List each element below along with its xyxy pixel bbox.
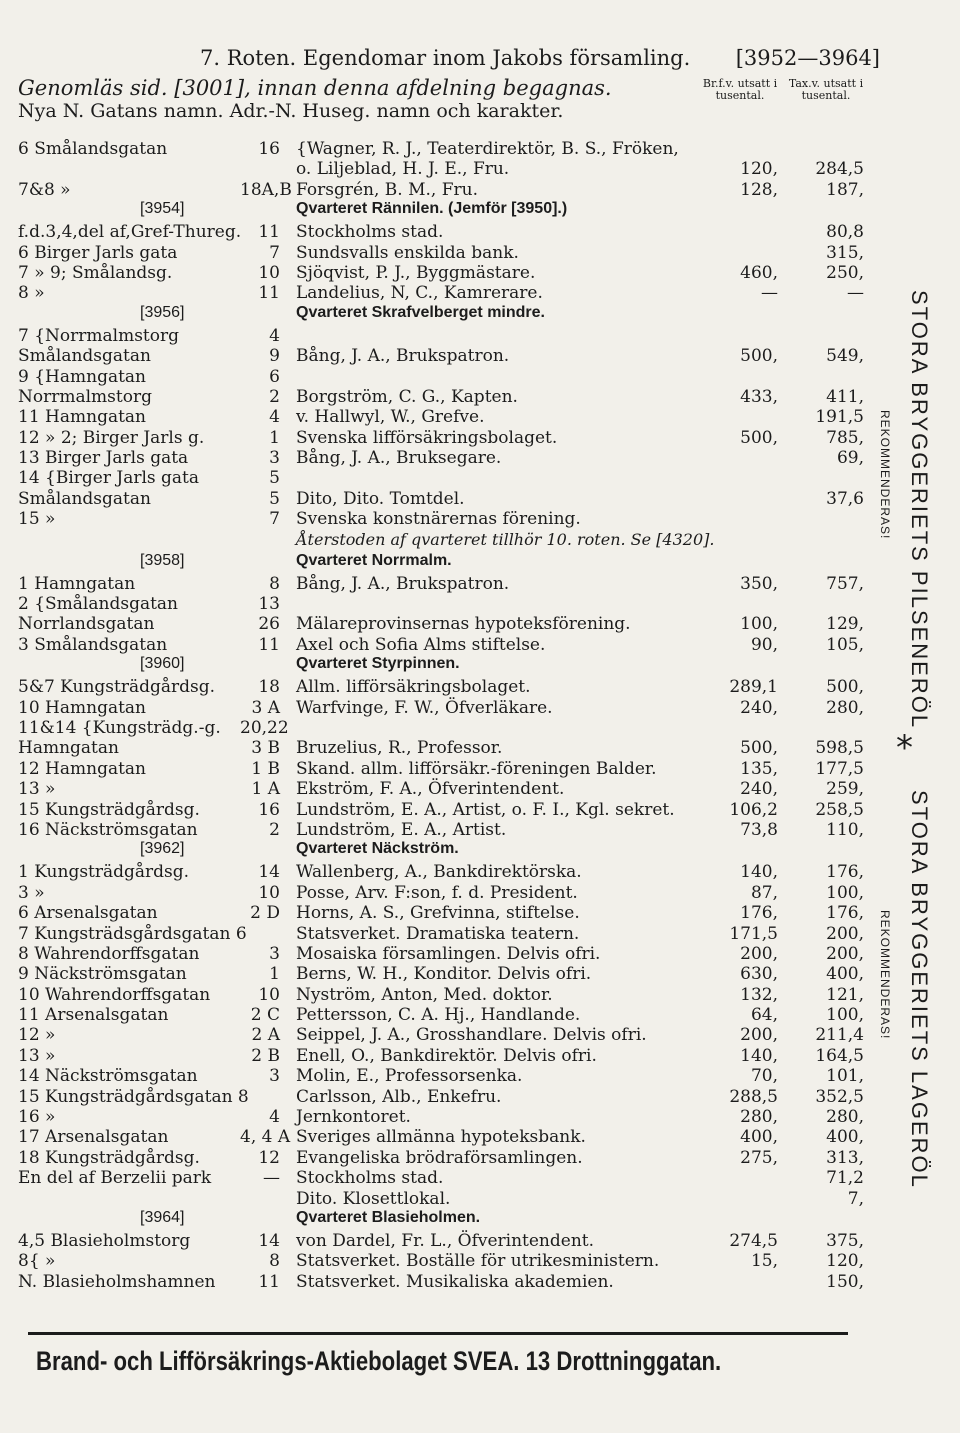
- table-row: [0, 759, 880, 779]
- house-number-cell: 2 C: [250, 1005, 280, 1026]
- taxv-value-cell: 69,: [836, 448, 864, 469]
- address-cell: 1 Kungsträdgårdsg.: [18, 862, 190, 883]
- taxv-value-cell: 176,: [826, 903, 864, 924]
- house-number-cell: 10: [258, 882, 280, 903]
- block-name: Qvarteret Styrpinnen.: [296, 655, 460, 673]
- house-number-cell: 11: [258, 634, 280, 655]
- taxv-value-cell: 315,: [826, 242, 864, 263]
- brfv-value-cell: 140,: [740, 862, 778, 883]
- brfv-value-cell: 171,5: [729, 923, 778, 944]
- taxv-value-cell: 785,: [826, 427, 864, 448]
- house-number-cell: 16: [258, 139, 280, 159]
- address-cell: f.d.3,4,del af,Gref-Thureg.: [18, 222, 242, 243]
- brfv-value-cell: 500,: [740, 427, 778, 448]
- table-row: [0, 243, 880, 263]
- brfv-value-cell: 200,: [740, 943, 778, 964]
- brfv-value-cell: 350,: [740, 573, 778, 594]
- owner-cell: Berns, W. H., Konditor. Delvis ofri.: [296, 964, 592, 985]
- brfv-value-cell: 128,: [740, 179, 778, 200]
- taxv-value-cell: 400,: [826, 1127, 864, 1148]
- table-row: [0, 1189, 880, 1209]
- ad-text-pilsener: STORA BRYGGERIETS PILSENERÖL: [907, 290, 932, 730]
- taxv-value-cell: 757,: [826, 573, 864, 594]
- house-number-cell: —: [263, 1168, 280, 1189]
- house-number-cell: 1 B: [251, 758, 280, 779]
- brfv-value-cell: 87,: [750, 882, 778, 903]
- table-row: [0, 635, 880, 655]
- address-cell: 16 Näckströmsgatan: [18, 819, 198, 840]
- address-cell: N. Blasieholmshamnen: [18, 1271, 216, 1292]
- brfv-value-cell: 100,: [740, 614, 778, 635]
- taxv-value-cell: 177,5: [815, 758, 864, 779]
- table-row: [0, 283, 880, 303]
- table-row: [0, 1107, 880, 1127]
- taxv-value-cell: 191,5: [815, 407, 864, 428]
- owner-cell: Seippel, J. A., Grosshandlare. Delvis ofri.: [296, 1025, 647, 1046]
- house-number-cell: 18: [258, 677, 280, 698]
- owner-cell: Bång, J. A., Brukspatron.: [296, 346, 510, 367]
- brfv-value-cell: 500,: [740, 738, 778, 759]
- table-row: [0, 985, 880, 1005]
- owner-cell: Dito. Klosettlokal.: [296, 1188, 451, 1209]
- owner-cell: Stockholms stad.: [296, 1168, 444, 1189]
- block-heading: [0, 200, 880, 222]
- page-range: [3952—3964]: [735, 46, 880, 70]
- house-number-cell: 10: [258, 262, 280, 283]
- column-description: Nya N. Gatans namn. Adr.-N. Huseg. namn och karakter.: [18, 100, 564, 122]
- taxv-value-cell: 80,8: [826, 222, 864, 243]
- owner-cell: Bång, J. A., Brukspatron.: [296, 573, 510, 594]
- table-row: [0, 222, 880, 242]
- address-cell: 5&7 Kungsträdgårdsg.: [18, 677, 216, 698]
- page-title: 7. Roten. Egendomar inom Jakobs församling.: [200, 46, 691, 70]
- taxv-value-cell: 120,: [826, 1251, 864, 1272]
- address-cell: 6 Birger Jarls gata: [18, 242, 178, 263]
- house-number-cell: 26: [258, 614, 280, 635]
- table-row: [0, 1005, 880, 1025]
- block-heading: [0, 552, 880, 574]
- table-row: [0, 139, 880, 159]
- address-cell: 9 Näckströmsgatan: [18, 964, 187, 985]
- table-row: [0, 1148, 880, 1168]
- block-code: [3962]: [140, 840, 185, 858]
- table-row: [0, 1066, 880, 1086]
- owner-cell: von Dardel, Fr. L., Öfverintendent.: [296, 1230, 595, 1251]
- table-row: [0, 1127, 880, 1147]
- block-name: Qvarteret Blasieholmen.: [296, 1208, 481, 1226]
- table-row: [0, 180, 880, 200]
- owner-cell: Forsgrén, B. M., Fru.: [296, 179, 478, 200]
- taxv-value-cell: 150,: [826, 1271, 864, 1292]
- block-heading: [0, 840, 880, 862]
- table-row: [0, 1251, 880, 1271]
- address-cell: 3 Smålandsgatan: [18, 634, 168, 655]
- brfv-value-cell: 289,1: [729, 677, 778, 698]
- address-cell: 11&14 {Kungsträdg.-g.: [18, 717, 221, 738]
- address-cell: 3 »: [18, 882, 45, 903]
- table-row: [0, 964, 880, 984]
- owner-cell: Stockholms stad.: [296, 222, 444, 243]
- brfv-value-cell: 275,: [740, 1147, 778, 1168]
- taxv-value-cell: 100,: [826, 882, 864, 903]
- owner-cell: Mälareprovinsernas hypoteksförening.: [296, 614, 631, 635]
- table-row: [0, 263, 880, 283]
- table-row: [0, 820, 880, 840]
- house-number-cell: 2: [269, 819, 280, 840]
- table-row: [0, 883, 880, 903]
- house-number-cell: 13: [258, 594, 280, 615]
- taxv-value-cell: 105,: [826, 634, 864, 655]
- owner-cell: Axel och Sofia Alms stiftelse.: [296, 634, 546, 655]
- table-row: [0, 698, 880, 718]
- taxv-value-cell: 280,: [826, 1107, 864, 1128]
- taxv-value-cell: 164,5: [815, 1045, 864, 1066]
- address-cell: 2 {Smålandsgatan: [18, 594, 178, 615]
- taxv-value-cell: 259,: [826, 779, 864, 800]
- address-cell: 7 Kungsträdsgårdsgatan 6: [18, 923, 247, 944]
- footer-rule: [28, 1332, 848, 1335]
- house-number-cell: 5: [269, 468, 280, 489]
- address-cell: Smålandsgatan: [18, 488, 151, 509]
- address-cell: 11 Arsenalsgatan: [18, 1005, 169, 1026]
- taxv-value-cell: 100,: [826, 1005, 864, 1026]
- address-cell: 7 » 9; Smålandsg.: [18, 262, 173, 283]
- house-number-cell: 18A,B: [240, 179, 292, 200]
- table-row: [0, 738, 880, 758]
- table-row: [0, 779, 880, 799]
- asterisk-icon: *: [896, 728, 913, 768]
- house-number-cell: 3 B: [251, 738, 280, 759]
- address-cell: 15 Kungsträdgårdsgatan 8: [18, 1086, 249, 1107]
- table-row: [0, 1231, 880, 1251]
- house-number-cell: 6: [269, 366, 280, 387]
- house-number-cell: 9: [269, 346, 280, 367]
- address-cell: 8 Wahrendorffsgatan: [18, 943, 200, 964]
- taxv-value-cell: 411,: [826, 386, 864, 407]
- table-row: [0, 326, 880, 346]
- house-number-cell: 14: [258, 862, 280, 883]
- house-number-cell: 12: [258, 1147, 280, 1168]
- address-cell: 10 Hamngatan: [18, 697, 146, 718]
- owner-cell: Lundström, E. A., Artist.: [296, 819, 507, 840]
- brfv-value-cell: 135,: [740, 758, 778, 779]
- brfv-value-cell: 64,: [750, 1005, 778, 1026]
- taxv-value-cell: 101,: [826, 1066, 864, 1087]
- house-number-cell: 3 A: [251, 697, 280, 718]
- owner-cell: Lundström, E. A., Artist, o. F. I., Kgl. sekret.: [296, 799, 675, 820]
- owner-cell: Skand. allm. lifförsäkr.-föreningen Balder.: [296, 758, 657, 779]
- block-name: Qvarteret Skrafvelberget mindre.: [296, 303, 545, 321]
- block-code: [3956]: [140, 303, 185, 321]
- taxv-value-cell: 200,: [826, 943, 864, 964]
- block-name: Qvarteret Norrmalm.: [296, 551, 452, 569]
- block-code: [3964]: [140, 1208, 185, 1226]
- taxv-value-cell: —: [847, 283, 864, 304]
- address-cell: 17 Arsenalsgatan: [18, 1127, 169, 1148]
- brfv-value-cell: 500,: [740, 346, 778, 367]
- address-cell: 18 Kungsträdgårdsg.: [18, 1147, 200, 1168]
- address-cell: En del af Berzelii park: [18, 1168, 212, 1189]
- block-code: [3954]: [140, 200, 185, 218]
- brfv-value-cell: 132,: [740, 984, 778, 1005]
- owner-cell: Bång, J. A., Bruksegare.: [296, 448, 502, 469]
- block-name: Qvarteret Näckström.: [296, 840, 459, 858]
- footer-advertisement: Brand- och Lifförsäkrings-Aktiebolaget SVEA. 13 Drottninggatan.: [36, 1346, 722, 1376]
- owner-cell: Svenska konstnärernas förening.: [296, 509, 581, 530]
- house-number-cell: 4: [269, 325, 280, 346]
- address-cell: 14 {Birger Jarls gata: [18, 468, 200, 489]
- brfv-value-cell: 90,: [750, 634, 778, 655]
- table-row: [0, 903, 880, 923]
- brfv-value-cell: 274,5: [729, 1230, 778, 1251]
- address-cell: 12 Hamngatan: [18, 758, 146, 779]
- owner-cell: Nyström, Anton, Med. doktor.: [296, 984, 553, 1005]
- column-header-taxv: Tax.v. utsatt i tusental.: [788, 77, 864, 102]
- address-cell: 13 »: [18, 1045, 56, 1066]
- house-number-cell: 11: [258, 283, 280, 304]
- table-row: [0, 718, 880, 738]
- side-advertisement-2: [872, 790, 952, 1189]
- block-heading: [0, 655, 880, 677]
- owner-cell: {Wagner, R. J., Teaterdirektör, B. S., Fröken,: [296, 139, 679, 159]
- house-number-cell: 4: [269, 407, 280, 428]
- table-row: [0, 1168, 880, 1188]
- house-number-cell: 3: [269, 943, 280, 964]
- ad-text-lager: STORA BRYGGERIETS LAGERÖL: [907, 790, 932, 1189]
- house-number-cell: 3: [269, 1066, 280, 1087]
- address-cell: 7 {Norrmalmstorg: [18, 325, 180, 346]
- column-header-brfv: Br.f.v. utsatt i tusental.: [702, 77, 778, 102]
- owner-cell: Wallenberg, A., Bankdirektörska.: [296, 862, 582, 883]
- owner-cell: Mosaiska församlingen. Delvis ofri.: [296, 943, 601, 964]
- address-cell: 7&8 »: [18, 179, 71, 200]
- table-row: [0, 407, 880, 427]
- owner-cell: Carlsson, Alb., Enkefru.: [296, 1086, 502, 1107]
- table-row: [0, 594, 880, 614]
- house-number-cell: 7: [269, 242, 280, 263]
- table-row: [0, 862, 880, 882]
- address-cell: 12 » 2; Birger Jarls g.: [18, 427, 205, 448]
- taxv-value-cell: 598,5: [815, 738, 864, 759]
- house-number-cell: 2: [269, 386, 280, 407]
- table-row: [0, 489, 880, 509]
- brfv-value-cell: 240,: [740, 697, 778, 718]
- address-cell: 9 {Hamngatan: [18, 366, 146, 387]
- brfv-value-cell: 288,5: [729, 1086, 778, 1107]
- brfv-value-cell: 70,: [750, 1066, 778, 1087]
- table-row: [0, 574, 880, 594]
- house-number-cell: 2 B: [251, 1045, 280, 1066]
- taxv-value-cell: 187,: [826, 179, 864, 200]
- taxv-value-cell: 313,: [826, 1147, 864, 1168]
- owner-cell: Pettersson, C. A. Hj., Handlande.: [296, 1005, 581, 1026]
- note-row: [0, 530, 880, 552]
- owner-cell: Horns, A. S., Grefvinna, stiftelse.: [296, 903, 580, 924]
- address-cell: 10 Wahrendorffsgatan: [18, 984, 211, 1005]
- address-cell: 6 Smålandsgatan: [18, 139, 168, 159]
- address-cell: 6 Arsenalsgatan: [18, 903, 158, 924]
- block-code: [3958]: [140, 551, 185, 569]
- table-row: [0, 448, 880, 468]
- table-row: [0, 924, 880, 944]
- address-cell: 1 Hamngatan: [18, 573, 136, 594]
- block-code: [3960]: [140, 655, 185, 673]
- owner-cell: Statsverket. Dramatiska teatern.: [296, 923, 580, 944]
- owner-cell: Enell, O., Bankdirektör. Delvis ofri.: [296, 1045, 597, 1066]
- table-row: [0, 1272, 880, 1292]
- address-cell: 13 Birger Jarls gata: [18, 448, 189, 469]
- house-number-cell: 8: [269, 573, 280, 594]
- owner-cell: Bruzelius, R., Professor.: [296, 738, 503, 759]
- table-row: [0, 468, 880, 488]
- owner-cell: Borgström, C. G., Kapten.: [296, 386, 518, 407]
- house-number-cell: 5: [269, 488, 280, 509]
- owner-cell: Jernkontoret.: [296, 1107, 411, 1128]
- brfv-value-cell: 460,: [740, 262, 778, 283]
- address-cell: 12 »: [18, 1025, 56, 1046]
- property-listing: [0, 139, 880, 1292]
- house-number-cell: 11: [258, 222, 280, 243]
- taxv-value-cell: 110,: [826, 819, 864, 840]
- house-number-cell: 3: [269, 448, 280, 469]
- ad-text-recommend: REKOMMENDERAS!: [878, 410, 892, 540]
- taxv-value-cell: 176,: [826, 862, 864, 883]
- table-row: [0, 428, 880, 448]
- instruction-line: Genomläs sid. [3001], innan denna afdelning begagnas.: [18, 76, 612, 100]
- taxv-value-cell: 211,4: [815, 1025, 864, 1046]
- table-row: [0, 614, 880, 634]
- house-number-cell: 4, 4 A: [240, 1127, 291, 1148]
- house-number-cell: 2 D: [250, 903, 280, 924]
- brfv-value-cell: 15,: [750, 1251, 778, 1272]
- owner-cell: Statsverket. Boställe för utrikesministern.: [296, 1251, 660, 1272]
- owner-cell: Posse, Arv. F:son, f. d. President.: [296, 882, 578, 903]
- brfv-value-cell: 433,: [740, 386, 778, 407]
- owner-cell: Dito, Dito. Tomtdel.: [296, 488, 465, 509]
- taxv-value-cell: 352,5: [815, 1086, 864, 1107]
- brfv-value-cell: 400,: [740, 1127, 778, 1148]
- address-cell: 15 Kungsträdgårdsg.: [18, 799, 200, 820]
- table-row: [0, 1046, 880, 1066]
- address-cell: 15 »: [18, 509, 56, 530]
- house-number-cell: 1: [269, 427, 280, 448]
- block-name: Qvarteret Rännilen. (Jemför [3950].): [296, 200, 568, 218]
- taxv-value-cell: 7,: [847, 1188, 864, 1209]
- brfv-value-cell: 140,: [740, 1045, 778, 1066]
- house-number-cell: 1 A: [251, 779, 280, 800]
- address-cell: Norrlandsgatan: [18, 614, 155, 635]
- brfv-value-cell: 240,: [740, 779, 778, 800]
- table-row: [0, 346, 880, 366]
- house-number-cell: 10: [258, 984, 280, 1005]
- house-number-cell: 1: [269, 964, 280, 985]
- owner-cell: Warfvinge, F. W., Öfverläkare.: [296, 697, 553, 718]
- table-row: [0, 159, 880, 179]
- owner-cell: Evangeliska brödraförsamlingen.: [296, 1147, 583, 1168]
- taxv-value-cell: 250,: [826, 262, 864, 283]
- owner-cell: Statsverket. Musikaliska akademien.: [296, 1271, 614, 1292]
- owner-cell: Sundsvalls enskilda bank.: [296, 242, 519, 263]
- address-cell: 13 »: [18, 779, 56, 800]
- block-heading: [0, 1209, 880, 1231]
- owner-cell: Sveriges allmänna hypoteksbank.: [296, 1127, 586, 1148]
- ad-text-recommend-2: REKOMMENDERAS!: [878, 910, 892, 1040]
- taxv-value-cell: 549,: [826, 346, 864, 367]
- house-number-cell: 4: [269, 1107, 280, 1128]
- table-row: [0, 800, 880, 820]
- address-cell: 8 »: [18, 283, 45, 304]
- house-number-cell: 11: [258, 1271, 280, 1292]
- owner-cell: Svenska lifförsäkringsbolaget.: [296, 427, 558, 448]
- table-row: [0, 1087, 880, 1107]
- owner-cell: Allm. lifförsäkringsbolaget.: [296, 677, 531, 698]
- address-cell: 4,5 Blasieholmstorg: [18, 1230, 191, 1251]
- taxv-value-cell: 258,5: [815, 799, 864, 820]
- brfv-value-cell: 106,2: [729, 799, 778, 820]
- owner-cell: Sjöqvist, P. J., Byggmästare.: [296, 262, 536, 283]
- address-cell: Norrmalmstorg: [18, 386, 152, 407]
- owner-cell: v. Hallwyl, W., Grefve.: [296, 407, 485, 428]
- address-cell: 8{ »: [18, 1251, 56, 1272]
- brfv-value-cell: 176,: [740, 903, 778, 924]
- taxv-value-cell: 129,: [826, 614, 864, 635]
- owner-cell: Molin, E., Professorsenka.: [296, 1066, 523, 1087]
- address-cell: 16 »: [18, 1107, 56, 1128]
- table-row: [0, 509, 880, 529]
- taxv-value-cell: 37,6: [826, 488, 864, 509]
- table-row: [0, 1025, 880, 1045]
- brfv-value-cell: 120,: [740, 159, 778, 180]
- address-cell: 14 Näckströmsgatan: [18, 1066, 198, 1087]
- house-number-cell: 16: [258, 799, 280, 820]
- taxv-value-cell: 284,5: [815, 159, 864, 180]
- taxv-value-cell: 500,: [826, 677, 864, 698]
- taxv-value-cell: 71,2: [826, 1168, 864, 1189]
- owner-cell: Landelius, N, C., Kamrerare.: [296, 283, 543, 304]
- taxv-value-cell: 400,: [826, 964, 864, 985]
- address-cell: Smålandsgatan: [18, 346, 151, 367]
- brfv-value-cell: 73,8: [740, 819, 778, 840]
- address-cell: Hamngatan: [18, 738, 119, 759]
- side-advertisement: [872, 290, 952, 770]
- taxv-value-cell: 200,: [826, 923, 864, 944]
- taxv-value-cell: 280,: [826, 697, 864, 718]
- taxv-value-cell: 375,: [826, 1230, 864, 1251]
- house-number-cell: 8: [269, 1251, 280, 1272]
- brfv-value-cell: 200,: [740, 1025, 778, 1046]
- owner-cell: o. Liljeblad, H. J. E., Fru.: [296, 159, 510, 180]
- house-number-cell: 14: [258, 1230, 280, 1251]
- address-cell: 11 Hamngatan: [18, 407, 146, 428]
- note-text: Återstoden af qvarteret tillhör 10. roten. Se [4320].: [296, 529, 715, 549]
- brfv-value-cell: —: [761, 283, 778, 304]
- block-heading: [0, 304, 880, 326]
- house-number-cell: 7: [269, 509, 280, 530]
- taxv-value-cell: 121,: [826, 984, 864, 1005]
- house-number-cell: 2 A: [251, 1025, 280, 1046]
- table-row: [0, 944, 880, 964]
- brfv-value-cell: 280,: [740, 1107, 778, 1128]
- owner-cell: Ekström, F. A., Öfverintendent.: [296, 779, 565, 800]
- table-row: [0, 677, 880, 697]
- brfv-value-cell: 630,: [740, 964, 778, 985]
- table-row: [0, 387, 880, 407]
- table-row: [0, 367, 880, 387]
- house-number-cell: 20,22: [240, 717, 289, 738]
